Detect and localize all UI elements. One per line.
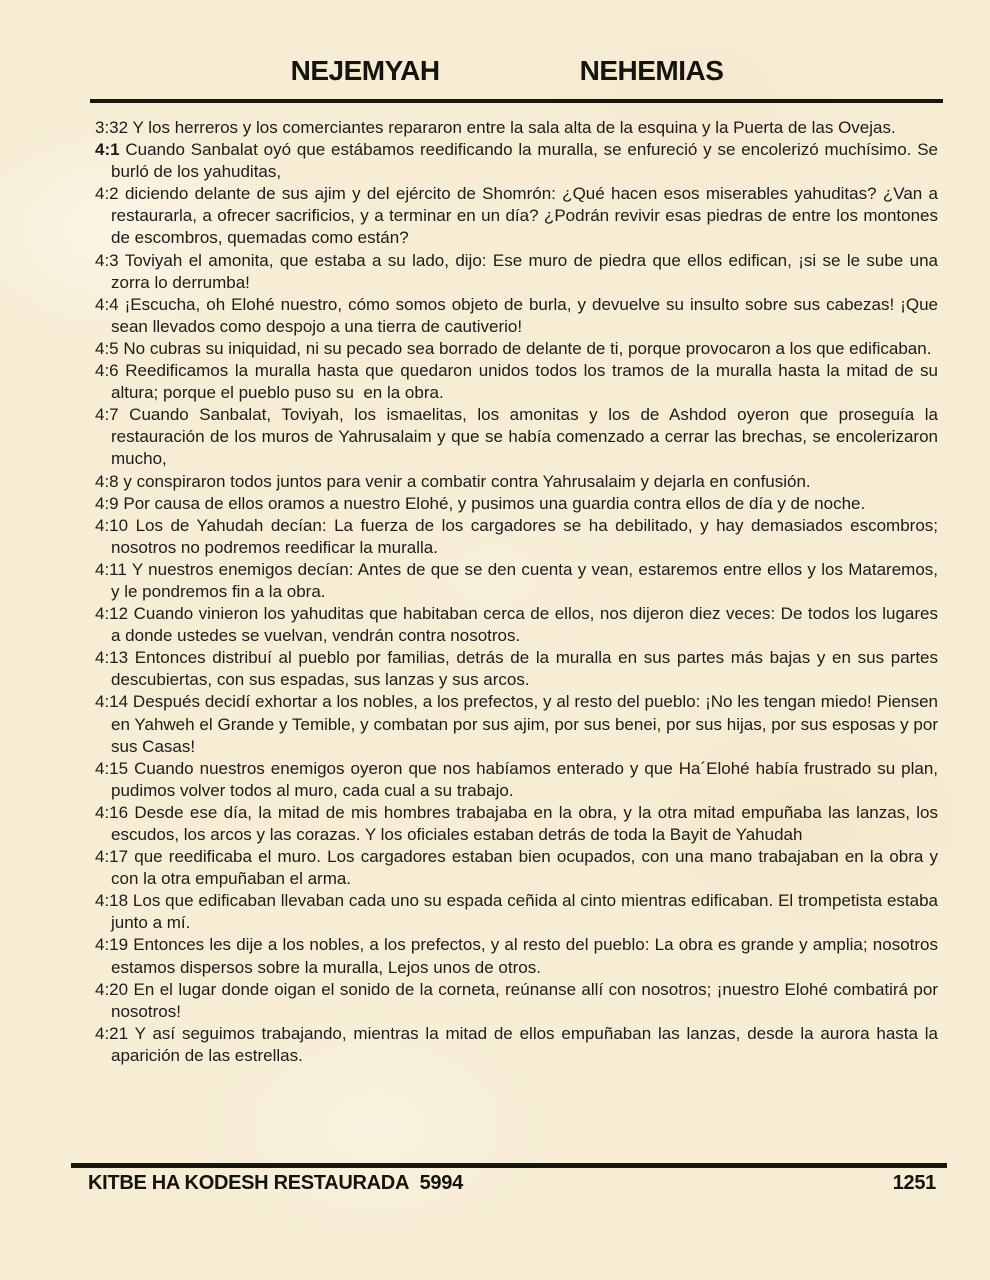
- verse: [95, 603, 938, 647]
- header-divider: [90, 99, 943, 103]
- verse-text: Y los herreros y los comerciantes repararon entre la sala alta de la esquina y la Puerta de las Ovejas.: [128, 118, 896, 137]
- verse-text: No cubras su iniquidad, ni su pecado sea borrado de delante de ti, porque provocaron a los que edificaban.: [118, 338, 932, 358]
- verse-number: 4:8: [95, 471, 119, 491]
- verse-number: 4:9: [95, 493, 119, 513]
- page-footer: [88, 1172, 936, 1195]
- verse-text: Por causa de ellos oramos a nuestro Elohé, y pusimos una guardia contra ellos de día y de noche.: [118, 493, 866, 513]
- verse-number: 4:12: [95, 604, 129, 624]
- verse-text: Cuando nuestros enemigos oyeron que nos habíamos enterado y que Ha´Elohé había frustrado su plan, pudimos volver todos al muro, cada cual a su trabajo.: [111, 758, 938, 800]
- verse-number: 4:14: [95, 692, 129, 712]
- verse-number: 4:6: [95, 361, 119, 381]
- footer-divider: [71, 1163, 947, 1168]
- verse: [95, 471, 938, 493]
- verse-number: 4:3: [95, 250, 119, 270]
- verse-text: que reedificaba el muro. Los cargadores estaban bien ocupados, con una mano trabajaban en la obra y con la otra empuñaban el arma.: [111, 847, 938, 889]
- verse: [95, 515, 938, 559]
- verse-number: 4:13: [95, 648, 129, 668]
- verse-text: Toviyah el amonita, que estaba a su lado, dijo: Ese muro de piedra que ellos edifican, ¡si se le sube una zorra lo derrumba!: [111, 250, 938, 292]
- verse-text: Desde ese día, la mitad de mis hombres trabajaba en la obra, y la otra mitad empuñaba las lanzas, los escudos, los arcos y las corazas. Y los oficiales estaban detrás de toda la Bayit de Yahudah: [111, 802, 938, 844]
- verse-text: Los que edificaban llevaban cada uno su espada ceñida al cinto mientras edificaban. El trompetista estaba junto a mí.: [111, 891, 938, 933]
- verse: [95, 890, 938, 934]
- verse-text: Los de Yahudah decían: La fuerza de los cargadores se ha debilitado, y hay demasiados escombros; nosotros no podremos reedificar la muralla.: [111, 515, 938, 557]
- verse: [95, 979, 938, 1023]
- verse: [95, 338, 938, 360]
- verse-number: 4:16: [95, 802, 129, 822]
- verse-text: Cuando vinieron los yahuditas que habitaban cerca de ellos, nos dijeron diez veces: De todos los lugares a donde ustedes se vuelvan, vendrán contra nosotros.: [111, 604, 938, 646]
- header-title-spanish: NEHEMIAS: [579, 55, 724, 86]
- verse-text: Entonces les dije a los nobles, a los prefectos, y al resto del pueblo: La obra es grande y amplia; nosotros estamos dispersos sobre la muralla, Lejos unos de otros.: [111, 935, 938, 977]
- verse-number: 4:4: [95, 294, 119, 314]
- verse: [95, 691, 938, 757]
- verse-number: 4:7: [95, 405, 119, 425]
- footer-page-number: 1251: [892, 1172, 936, 1194]
- verse: [95, 758, 938, 802]
- verse-number: 4:18: [95, 891, 129, 911]
- verse-number: 4:2: [95, 184, 119, 204]
- verse: [95, 493, 938, 515]
- verse-text: Cuando Sanbalat oyó que estábamos reedificando la muralla, se enfureció y se encolerizó muchísimo. Se burló de los yahuditas,: [111, 140, 938, 182]
- verse: [95, 559, 938, 603]
- verse-number: 4:20: [95, 979, 129, 999]
- verse: [95, 139, 938, 183]
- verse-number: 4:15: [95, 758, 129, 778]
- verse: [95, 294, 938, 338]
- verse-text: Y así seguimos trabajando, mientras la mitad de ellos empuñaban las lanzas, desde la aurora hasta la aparición de las estrellas.: [111, 1023, 938, 1065]
- verse: [95, 404, 938, 470]
- verse-text: Después decidí exhortar a los nobles, a los prefectos, y al resto del pueblo: ¡No les tengan miedo! Piensen en Yahweh el Grande y Temible, y combatan por sus ajim, por sus benei, por sus hijas, por sus esposas y por sus Casas!: [111, 692, 938, 756]
- verse-text: ¡Escucha, oh Elohé nuestro, cómo somos objeto de burla, y devuelve su insulto sobre sus cabezas! ¡Que sean llevados como despojo a una tierra de cautiverio!: [111, 294, 938, 336]
- verse: [95, 183, 938, 249]
- verse-number: 4:1: [95, 140, 120, 160]
- verse: [95, 117, 938, 139]
- verse: [95, 802, 938, 846]
- verse-number: 4:17: [95, 847, 129, 867]
- verse-text: y conspiraron todos juntos para venir a combatir contra Yahrusalaim y dejarla en confusión.: [118, 471, 811, 491]
- verse-text: Cuando Sanbalat, Toviyah, los ismaelitas, los amonitas y los de Ashdod oyeron que proseguía la restauración de los muros de Yahrusalaim y que se había comenzado a cerrar las brechas, se encolerizaron mucho,: [111, 405, 938, 469]
- verse: [95, 360, 938, 404]
- verse: [95, 250, 938, 294]
- verse-text: diciendo delante de sus ajim y del ejército de Shomrón: ¿Qué hacen esos miserables yahuditas? ¿Van a restaurarla, a ofrecer sacrificios, y a terminar en un día? ¿Podrán revivir esas piedras de entre los montones de escombros, quemadas como están?: [111, 184, 938, 248]
- verse-number: 4:11: [95, 559, 127, 579]
- verse-text: En el lugar donde oigan el sonido de la corneta, reúnanse allí con nosotros; ¡nuestro Elohé combatirá por nosotros!: [111, 979, 938, 1021]
- verse-text: Entonces distribuí al pueblo por familias, detrás de la muralla en sus partes más bajas y en sus partes descubiertas, con sus espadas, sus lanzas y sus arcos.: [111, 648, 938, 690]
- verse-text: Reedificamos la muralla hasta que quedaron unidos todos los tramos de la muralla hasta la mitad de su altura; porque el pueblo puso su en la obra.: [111, 361, 938, 403]
- verse-number: 4:5: [95, 338, 119, 358]
- verse: [95, 647, 938, 691]
- verse-number: 4:10: [95, 515, 129, 535]
- verse: [95, 934, 938, 978]
- verse-number: 4:19: [95, 935, 129, 955]
- verse-number: 4:21: [95, 1023, 129, 1043]
- header-title-transliterated: NEJEMYAH: [290, 55, 440, 86]
- verse: [95, 846, 938, 890]
- verse-number: 3:32: [95, 118, 129, 137]
- verse: [95, 1023, 938, 1067]
- verse-text: Y nuestros enemigos decían: Antes de que se den cuenta y vean, estaremos entre ellos y los Mataremos, y le pondremos fin a la obra.: [111, 559, 938, 601]
- footer-edition-title: KITBE HA KODESH RESTAURADA 5994: [88, 1172, 463, 1194]
- verses-container: [95, 117, 938, 1067]
- page-header: [12, 55, 990, 87]
